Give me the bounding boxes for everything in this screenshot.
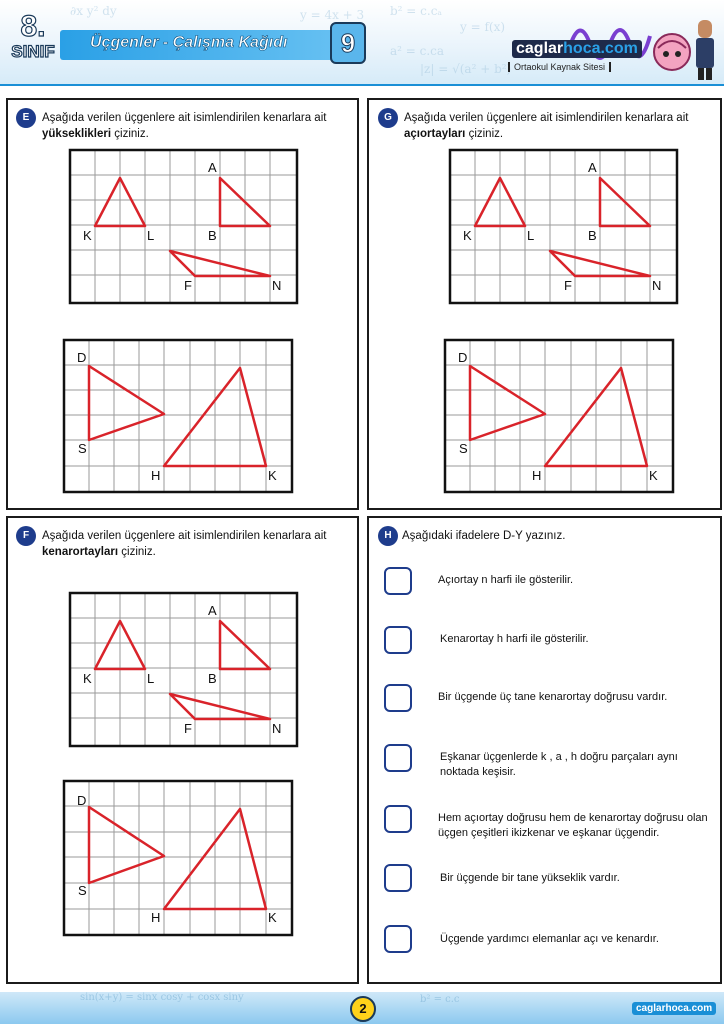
section-f-badge: F [16, 526, 36, 546]
sheet-number-badge: 9 [330, 22, 366, 64]
label-h: H [151, 910, 161, 925]
grade-word: SINIF [11, 42, 55, 61]
section-e-badge: E [16, 108, 36, 128]
label-n: N [272, 721, 282, 736]
footer-site-link[interactable]: caglarhoca.com [632, 1002, 716, 1015]
triangle-ds [89, 366, 164, 440]
label-h: H [151, 468, 161, 483]
triangle-ds [470, 366, 545, 440]
label-f: F [184, 721, 192, 736]
label-b: B [208, 671, 217, 686]
label-k: K [83, 228, 92, 243]
section-g-grids [380, 0, 720, 510]
answer-box[interactable] [384, 626, 412, 654]
statement-text: Bir üçgende bir tane yükseklik vardır. [440, 872, 620, 884]
statement-text: Bir üçgende üç tane kenarortay doğrusu vardır. [438, 691, 668, 703]
section-e-instruction-suffix: çiziniz. [111, 128, 149, 140]
answer-box[interactable] [384, 744, 412, 772]
label-k2: K [268, 910, 277, 925]
statement-item [380, 803, 720, 843]
section-g-instruction-suffix: çiziniz. [465, 128, 504, 140]
section-g-instruction-bold: açıortayları [404, 128, 466, 140]
statement-text: Kenarortay h harfi ile gösterilir. [440, 633, 589, 645]
answer-box[interactable] [384, 864, 412, 892]
section-h-instruction: Aşağıdaki ifadelere D-Y yazınız. [402, 530, 566, 542]
section-h-badge: H [378, 526, 398, 546]
label-b: B [208, 228, 217, 243]
label-a: A [208, 160, 217, 175]
label-d: D [77, 793, 87, 808]
label-d: D [458, 350, 468, 365]
label-f: F [184, 278, 192, 293]
section-f-instruction-text: Aşağıda verilen üçgenlere ait isimlendirilen kenarlara ait [42, 530, 327, 542]
grid-border [445, 340, 673, 492]
statement-item [380, 682, 720, 722]
statement-text: Hem açıortay doğrusu hem de kenarortay doğrusu olan üçgen çeşitleri ikizkenar ve eşkanar üçgendir. [438, 812, 708, 839]
page-number: 2 [350, 996, 376, 1022]
page-header: ∂x y² dy y = 4x + 3 b² = c.cₐ a² = c.ca |z| = √(a² + b²) y = f(x) 9 [0, 0, 724, 86]
section-e-instruction-bold: yükseklikleri [42, 128, 112, 140]
statement-item [380, 862, 720, 902]
page-footer: sin(x+y) = sinx cosy + cosx siny b² = c.c [0, 992, 724, 1024]
statement-item [380, 923, 720, 963]
statement-text: Açıortay n harfi ile gösterilir. [438, 574, 574, 586]
answer-box[interactable] [384, 925, 412, 953]
label-s: S [459, 441, 468, 456]
label-k: K [463, 228, 472, 243]
label-n: N [652, 278, 662, 293]
brand-prefix: caglar [516, 40, 564, 57]
section-f-instruction-bold: kenarortayları [42, 546, 119, 558]
triangle-ds [89, 807, 164, 883]
statement-item [380, 565, 720, 605]
brand-subtitle: Ortaokul Kaynak Sitesi [508, 62, 611, 72]
statement-item [380, 624, 720, 664]
answer-box[interactable] [384, 567, 412, 595]
grid-border [64, 781, 292, 935]
label-d: D [77, 350, 87, 365]
label-n: N [272, 278, 282, 293]
section-e-grid-top [0, 0, 360, 510]
page-title: Üçgenler - Çalışma Kağıdı [90, 34, 288, 51]
label-s: S [78, 441, 87, 456]
label-b: B [588, 228, 597, 243]
answer-box[interactable] [384, 805, 412, 833]
label-a: A [208, 603, 217, 618]
statement-item [380, 742, 720, 782]
label-k2: K [268, 468, 277, 483]
label-l: L [527, 228, 535, 243]
label-k2: K [649, 468, 658, 483]
section-g-badge: G [378, 108, 398, 128]
section-f-instruction-suffix: çiziniz. [118, 546, 156, 558]
label-l: L [147, 671, 155, 686]
answer-box[interactable] [384, 684, 412, 712]
label-s: S [78, 883, 87, 898]
grade-number: 8. [20, 10, 46, 43]
brand-suffix: hoca.com [563, 40, 638, 57]
statement-text: Üçgende yardımcı elemanlar açı ve kenardır. [440, 933, 659, 945]
label-a: A [588, 160, 597, 175]
label-f: F [564, 278, 572, 293]
label-h: H [532, 468, 542, 483]
section-e-instruction-text: Aşağıda verilen üçgenlere ait isimlendirilen kenarlara ait [42, 112, 327, 124]
label-l: L [147, 228, 155, 243]
label-k: K [83, 671, 92, 686]
section-g-instruction-text: Aşağıda verilen üçgenlere ait isimlendirilen kenarlara ait [404, 112, 689, 124]
statement-text: Eşkanar üçgenlerde k , a , h doğru parçaları aynı noktada keşisir. [440, 751, 678, 778]
section-f-grids [0, 443, 360, 943]
